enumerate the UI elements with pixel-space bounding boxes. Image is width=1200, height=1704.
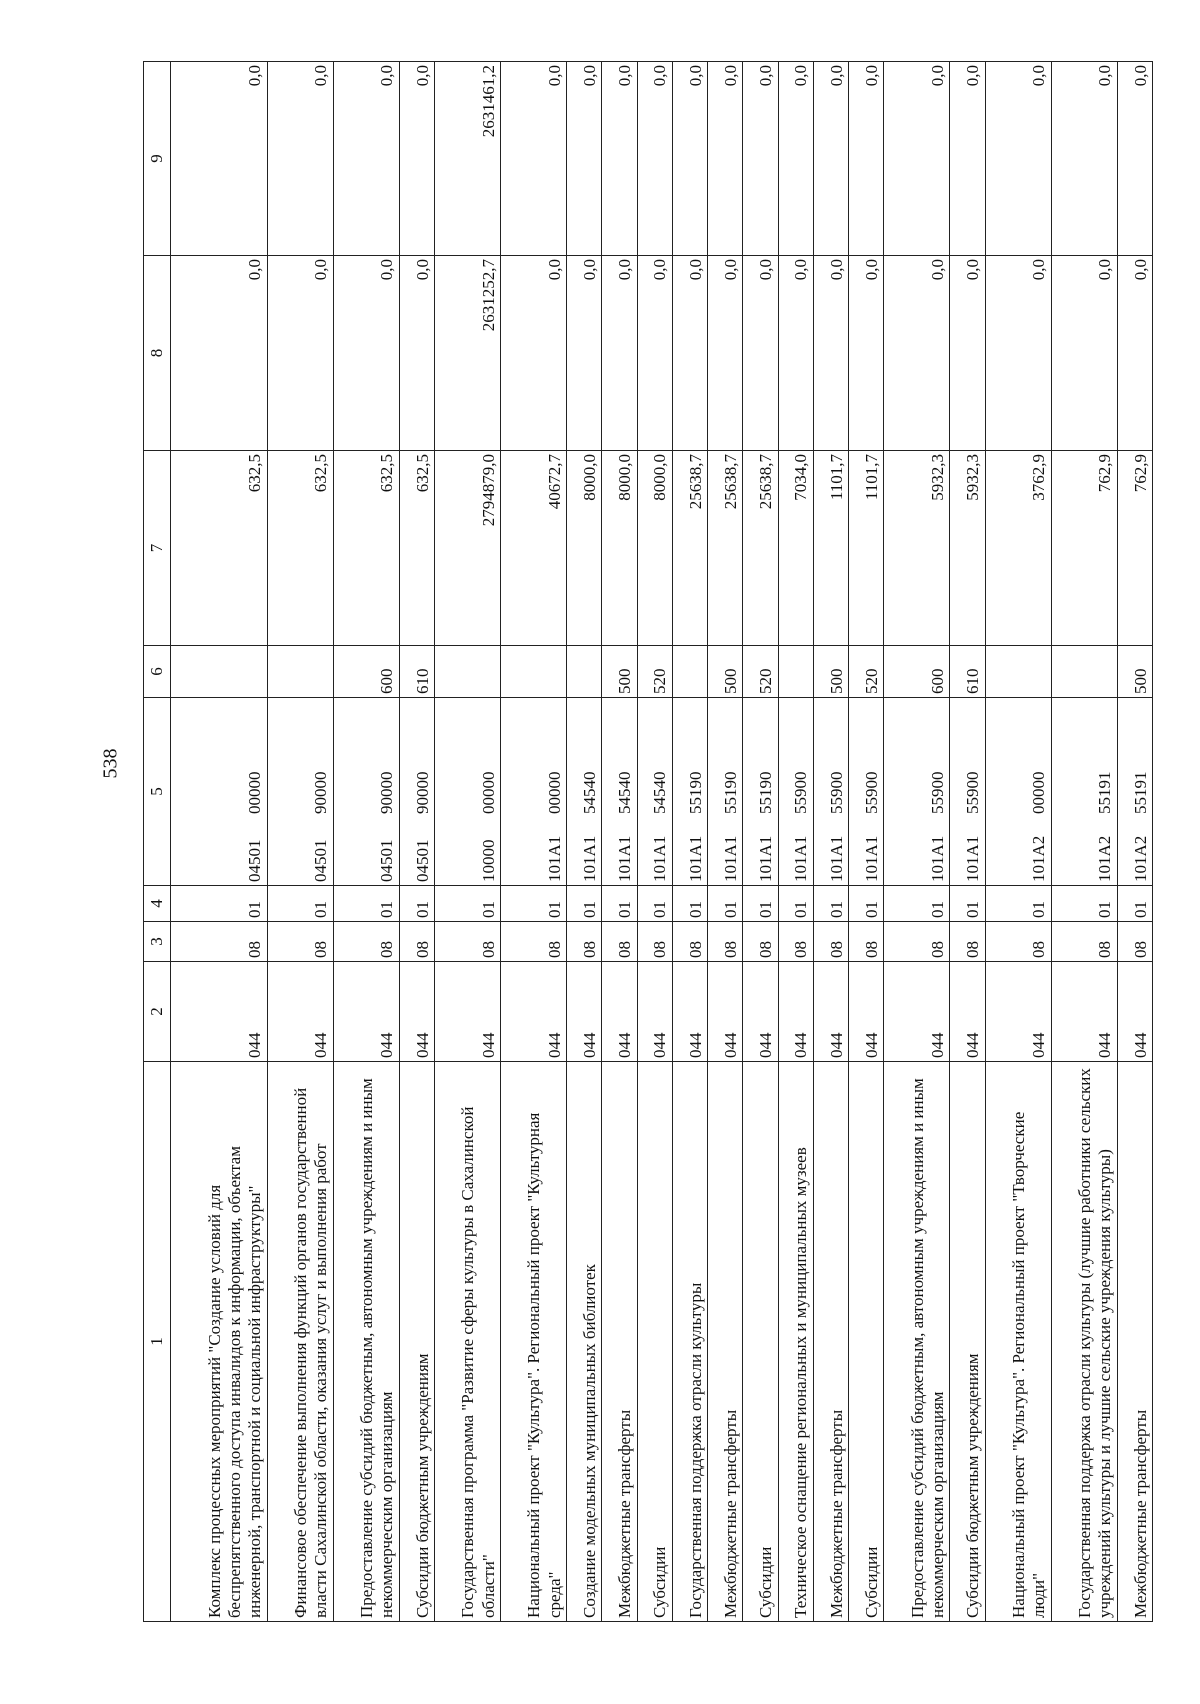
expense-type-code (435, 646, 501, 698)
table-row (501, 62, 567, 1622)
amount-year-1: 7034,0 (778, 451, 813, 646)
target-article-direction: 55190 (756, 771, 776, 814)
row-name: Субсидии бюджетным учреждениям (950, 1062, 985, 1622)
section-code: 08 (399, 922, 434, 962)
subsection-code: 01 (399, 886, 434, 922)
column-header-6: 6 (144, 646, 171, 698)
target-article-direction: 55191 (1095, 771, 1115, 814)
expense-type-code (985, 646, 1051, 698)
amount-year-3: 0,0 (1051, 62, 1117, 256)
subsection-code: 01 (884, 886, 950, 922)
target-article-direction: 90000 (377, 771, 397, 814)
amount-year-1: 8000,0 (567, 451, 602, 646)
column-header-3: 3 (144, 922, 171, 962)
section-code: 08 (1117, 922, 1152, 962)
subsection-code: 01 (813, 886, 848, 922)
target-article-program: 101А1 (650, 835, 670, 882)
subsection-code: 01 (567, 886, 602, 922)
amount-year-3: 0,0 (950, 62, 985, 256)
amount-year-1: 632,5 (171, 451, 268, 646)
section-code: 08 (813, 922, 848, 962)
amount-year-2: 0,0 (985, 256, 1051, 451)
target-article-direction: 00000 (245, 771, 265, 814)
target-article-program: 04501 (245, 839, 265, 882)
expense-type-code: 600 (884, 646, 950, 698)
amount-year-3: 0,0 (602, 62, 637, 256)
amount-year-1: 5932,3 (884, 451, 950, 646)
target-article-code (602, 698, 637, 886)
section-code: 08 (267, 922, 333, 962)
amount-year-3: 0,0 (849, 62, 884, 256)
target-article-program: 101А1 (826, 835, 846, 882)
target-article-code (1051, 698, 1117, 886)
target-article-program: 101А1 (928, 835, 948, 882)
expense-type-code: 500 (1117, 646, 1152, 698)
admin-code: 044 (849, 962, 884, 1062)
subsection-code: 01 (435, 886, 501, 922)
target-article-program: 101А1 (963, 835, 983, 882)
target-article-program: 101А2 (1095, 835, 1115, 882)
amount-year-2: 0,0 (813, 256, 848, 451)
row-name: Комплекс процессных мероприятий "Создание условий для беспрепятственного доступа инвалидов к информации, объектам инженерной, транспортной и социальной инфраструктуры" (171, 1062, 268, 1622)
subsection-code: 01 (171, 886, 268, 922)
expense-type-code: 520 (743, 646, 778, 698)
row-name: Межбюджетные трансферты (1117, 1062, 1152, 1622)
target-article-direction: 55900 (963, 771, 983, 814)
subsection-code: 01 (637, 886, 672, 922)
subsection-code: 01 (778, 886, 813, 922)
table-row (267, 62, 333, 1622)
target-article-code (813, 698, 848, 886)
amount-year-3: 0,0 (399, 62, 434, 256)
target-article-direction: 90000 (412, 771, 432, 814)
row-name: Национальный проект "Культура". Региональный проект "Творческие люди" (985, 1062, 1051, 1622)
admin-code: 044 (778, 962, 813, 1062)
section-code: 08 (435, 922, 501, 962)
row-name: Субсидии бюджетным учреждениям (399, 1062, 434, 1622)
row-name: Техническое оснащение региональных и муниципальных музеев (778, 1062, 813, 1622)
amount-year-2: 0,0 (399, 256, 434, 451)
admin-code: 044 (602, 962, 637, 1062)
table-row (602, 62, 637, 1622)
subsection-code: 01 (501, 886, 567, 922)
column-header-9: 9 (144, 62, 171, 256)
target-article-program: 101А2 (1130, 835, 1150, 882)
amount-year-2: 0,0 (567, 256, 602, 451)
target-article-code (884, 698, 950, 886)
admin-code: 044 (1117, 962, 1152, 1062)
row-name: Субсидии (743, 1062, 778, 1622)
amount-year-3: 0,0 (985, 62, 1051, 256)
column-header-7: 7 (144, 451, 171, 646)
table-row (333, 62, 399, 1622)
target-article-direction: 55900 (862, 771, 882, 814)
admin-code: 044 (708, 962, 743, 1062)
amount-year-1: 2794879,0 (435, 451, 501, 646)
admin-code: 044 (1051, 962, 1117, 1062)
amount-year-1: 762,9 (1051, 451, 1117, 646)
target-article-code (637, 698, 672, 886)
budget-table-rotated (143, 62, 1153, 1622)
target-article-program: 101А1 (862, 835, 882, 882)
section-code: 08 (333, 922, 399, 962)
expense-type-code (1051, 646, 1117, 698)
admin-code: 044 (813, 962, 848, 1062)
target-article-direction: 00000 (544, 771, 564, 814)
amount-year-2: 0,0 (950, 256, 985, 451)
subsection-code: 01 (1051, 886, 1117, 922)
amount-year-1: 762,9 (1117, 451, 1152, 646)
section-code: 08 (985, 922, 1051, 962)
target-article-code (399, 698, 434, 886)
page-number: 538 (99, 748, 122, 779)
table-row (708, 62, 743, 1622)
table-row (1117, 62, 1152, 1622)
amount-year-2: 0,0 (1051, 256, 1117, 451)
section-code: 08 (501, 922, 567, 962)
section-code: 08 (637, 922, 672, 962)
amount-year-3: 0,0 (1117, 62, 1152, 256)
row-name: Создание модельных муниципальных библиотек (567, 1062, 602, 1622)
amount-year-3: 0,0 (267, 62, 333, 256)
target-article-program: 101А1 (791, 835, 811, 882)
table-row (567, 62, 602, 1622)
target-article-program: 10000 (478, 839, 498, 882)
subsection-code: 01 (333, 886, 399, 922)
subsection-code: 01 (267, 886, 333, 922)
expense-type-code: 600 (333, 646, 399, 698)
admin-code: 044 (399, 962, 434, 1062)
amount-year-3: 2631461,2 (435, 62, 501, 256)
amount-year-1: 632,5 (333, 451, 399, 646)
admin-code: 044 (672, 962, 707, 1062)
table-row (171, 62, 268, 1622)
amount-year-3: 0,0 (333, 62, 399, 256)
admin-code: 044 (267, 962, 333, 1062)
amount-year-3: 0,0 (637, 62, 672, 256)
target-article-program: 101А2 (1029, 835, 1049, 882)
row-name: Межбюджетные трансферты (602, 1062, 637, 1622)
row-name: Предоставление субсидий бюджетным, автономным учреждениям и иным некоммерческим организациям (333, 1062, 399, 1622)
table-row (985, 62, 1051, 1622)
target-article-code (950, 698, 985, 886)
amount-year-2: 0,0 (1117, 256, 1152, 451)
amount-year-2: 0,0 (602, 256, 637, 451)
target-article-program: 04501 (377, 839, 397, 882)
column-header-5: 5 (144, 698, 171, 886)
target-article-code (1117, 698, 1152, 886)
amount-year-1: 632,5 (267, 451, 333, 646)
subsection-code: 01 (1117, 886, 1152, 922)
target-article-direction: 55190 (720, 771, 740, 814)
row-name: Предоставление субсидий бюджетным, автономным учреждениям и иным некоммерческим организациям (884, 1062, 950, 1622)
target-article-code (985, 698, 1051, 886)
expense-type-code (267, 646, 333, 698)
subsection-code: 01 (950, 886, 985, 922)
amount-year-1: 8000,0 (637, 451, 672, 646)
target-article-code (743, 698, 778, 886)
row-name: Субсидии (849, 1062, 884, 1622)
admin-code: 044 (171, 962, 268, 1062)
target-article-direction: 54540 (579, 771, 599, 814)
target-article-direction: 55191 (1130, 771, 1150, 814)
amount-year-3: 0,0 (672, 62, 707, 256)
amount-year-2: 0,0 (778, 256, 813, 451)
section-code: 08 (708, 922, 743, 962)
target-article-program: 101А1 (615, 835, 635, 882)
amount-year-2: 0,0 (884, 256, 950, 451)
column-header-4: 4 (144, 886, 171, 922)
admin-code: 044 (743, 962, 778, 1062)
amount-year-1: 5932,3 (950, 451, 985, 646)
amount-year-2: 0,0 (637, 256, 672, 451)
table-row (743, 62, 778, 1622)
amount-year-1: 25638,7 (672, 451, 707, 646)
table-row (813, 62, 848, 1622)
target-article-direction: 55900 (791, 771, 811, 814)
admin-code: 044 (637, 962, 672, 1062)
expense-type-code: 610 (950, 646, 985, 698)
section-code: 08 (602, 922, 637, 962)
section-code: 08 (1051, 922, 1117, 962)
amount-year-2: 0,0 (267, 256, 333, 451)
target-article-code (267, 698, 333, 886)
section-code: 08 (849, 922, 884, 962)
subsection-code: 01 (708, 886, 743, 922)
table-row (1051, 62, 1117, 1622)
target-article-program: 101А1 (579, 835, 599, 882)
amount-year-3: 0,0 (171, 62, 268, 256)
amount-year-3: 0,0 (501, 62, 567, 256)
amount-year-1: 25638,7 (743, 451, 778, 646)
column-header-1: 1 (144, 1062, 171, 1622)
amount-year-2: 0,0 (501, 256, 567, 451)
target-article-direction: 55900 (928, 771, 948, 814)
row-name: Национальный проект "Культура". Региональный проект "Культурная среда" (501, 1062, 567, 1622)
table-row (849, 62, 884, 1622)
amount-year-1: 25638,7 (708, 451, 743, 646)
target-article-code (171, 698, 268, 886)
row-name: Межбюджетные трансферты (708, 1062, 743, 1622)
target-article-code (708, 698, 743, 886)
column-header-2: 2 (144, 962, 171, 1062)
amount-year-2: 0,0 (849, 256, 884, 451)
amount-year-3: 0,0 (743, 62, 778, 256)
target-article-direction: 90000 (311, 771, 331, 814)
target-article-code (333, 698, 399, 886)
admin-code: 044 (884, 962, 950, 1062)
amount-year-3: 0,0 (567, 62, 602, 256)
subsection-code: 01 (672, 886, 707, 922)
target-article-code (778, 698, 813, 886)
target-article-program: 101А1 (720, 835, 740, 882)
table-row (637, 62, 672, 1622)
section-code: 08 (567, 922, 602, 962)
target-article-direction: 55190 (685, 771, 705, 814)
admin-code: 044 (333, 962, 399, 1062)
target-article-program: 101А1 (756, 835, 776, 882)
expense-type-code: 500 (708, 646, 743, 698)
target-article-program: 04501 (412, 839, 432, 882)
expense-type-code: 520 (849, 646, 884, 698)
table-row (950, 62, 985, 1622)
table-row (435, 62, 501, 1622)
subsection-code: 01 (849, 886, 884, 922)
expense-type-code (171, 646, 268, 698)
row-name: Государственная поддержка отрасли культуры (672, 1062, 707, 1622)
expense-type-code (501, 646, 567, 698)
section-code: 08 (778, 922, 813, 962)
admin-code: 044 (501, 962, 567, 1062)
amount-year-1: 3762,9 (985, 451, 1051, 646)
admin-code: 044 (435, 962, 501, 1062)
amount-year-2: 0,0 (743, 256, 778, 451)
amount-year-3: 0,0 (708, 62, 743, 256)
table-row (672, 62, 707, 1622)
table-row (884, 62, 950, 1622)
expense-type-code (567, 646, 602, 698)
section-code: 08 (950, 922, 985, 962)
amount-year-1: 1101,7 (849, 451, 884, 646)
section-code: 08 (672, 922, 707, 962)
target-article-code (672, 698, 707, 886)
section-code: 08 (743, 922, 778, 962)
row-name: Межбюджетные трансферты (813, 1062, 848, 1622)
amount-year-2: 0,0 (672, 256, 707, 451)
admin-code: 044 (567, 962, 602, 1062)
target-article-direction: 54540 (650, 771, 670, 814)
target-article-program: 101А1 (685, 835, 705, 882)
subsection-code: 01 (985, 886, 1051, 922)
amount-year-3: 0,0 (778, 62, 813, 256)
target-article-direction: 00000 (478, 771, 498, 814)
amount-year-2: 0,0 (171, 256, 268, 451)
budget-table (143, 61, 1153, 1622)
section-code: 08 (171, 922, 268, 962)
row-name: Государственная программа "Развитие сферы культуры в Сахалинской области" (435, 1062, 501, 1622)
row-name: Финансовое обеспечение выполнения функций органов государственной власти Сахалинской области, оказания услуг и выполнения работ (267, 1062, 333, 1622)
subsection-code: 01 (602, 886, 637, 922)
amount-year-1: 40672,7 (501, 451, 567, 646)
amount-year-1: 1101,7 (813, 451, 848, 646)
amount-year-2: 0,0 (333, 256, 399, 451)
subsection-code: 01 (743, 886, 778, 922)
admin-code: 044 (950, 962, 985, 1062)
target-article-code (567, 698, 602, 886)
target-article-direction: 54540 (615, 771, 635, 814)
admin-code: 044 (985, 962, 1051, 1062)
amount-year-1: 8000,0 (602, 451, 637, 646)
target-article-direction: 00000 (1029, 771, 1049, 814)
expense-type-code: 610 (399, 646, 434, 698)
target-article-code (849, 698, 884, 886)
column-header-8: 8 (144, 256, 171, 451)
section-code: 08 (884, 922, 950, 962)
amount-year-2: 0,0 (708, 256, 743, 451)
expense-type-code (778, 646, 813, 698)
header-row (144, 62, 171, 1622)
table-row (399, 62, 434, 1622)
table-row (778, 62, 813, 1622)
target-article-code (501, 698, 567, 886)
expense-type-code: 500 (602, 646, 637, 698)
target-article-program: 04501 (311, 839, 331, 882)
expense-type-code: 500 (813, 646, 848, 698)
amount-year-1: 632,5 (399, 451, 434, 646)
row-name: Субсидии (637, 1062, 672, 1622)
expense-type-code (672, 646, 707, 698)
target-article-code (435, 698, 501, 886)
target-article-program: 101А1 (544, 835, 564, 882)
amount-year-3: 0,0 (813, 62, 848, 256)
amount-year-3: 0,0 (884, 62, 950, 256)
row-name: Государственная поддержка отрасли культуры (лучшие работники сельских учреждений культуры и лучшие сельские учреждения культуры) (1051, 1062, 1117, 1622)
target-article-direction: 55900 (826, 771, 846, 814)
amount-year-2: 2631252,7 (435, 256, 501, 451)
expense-type-code: 520 (637, 646, 672, 698)
